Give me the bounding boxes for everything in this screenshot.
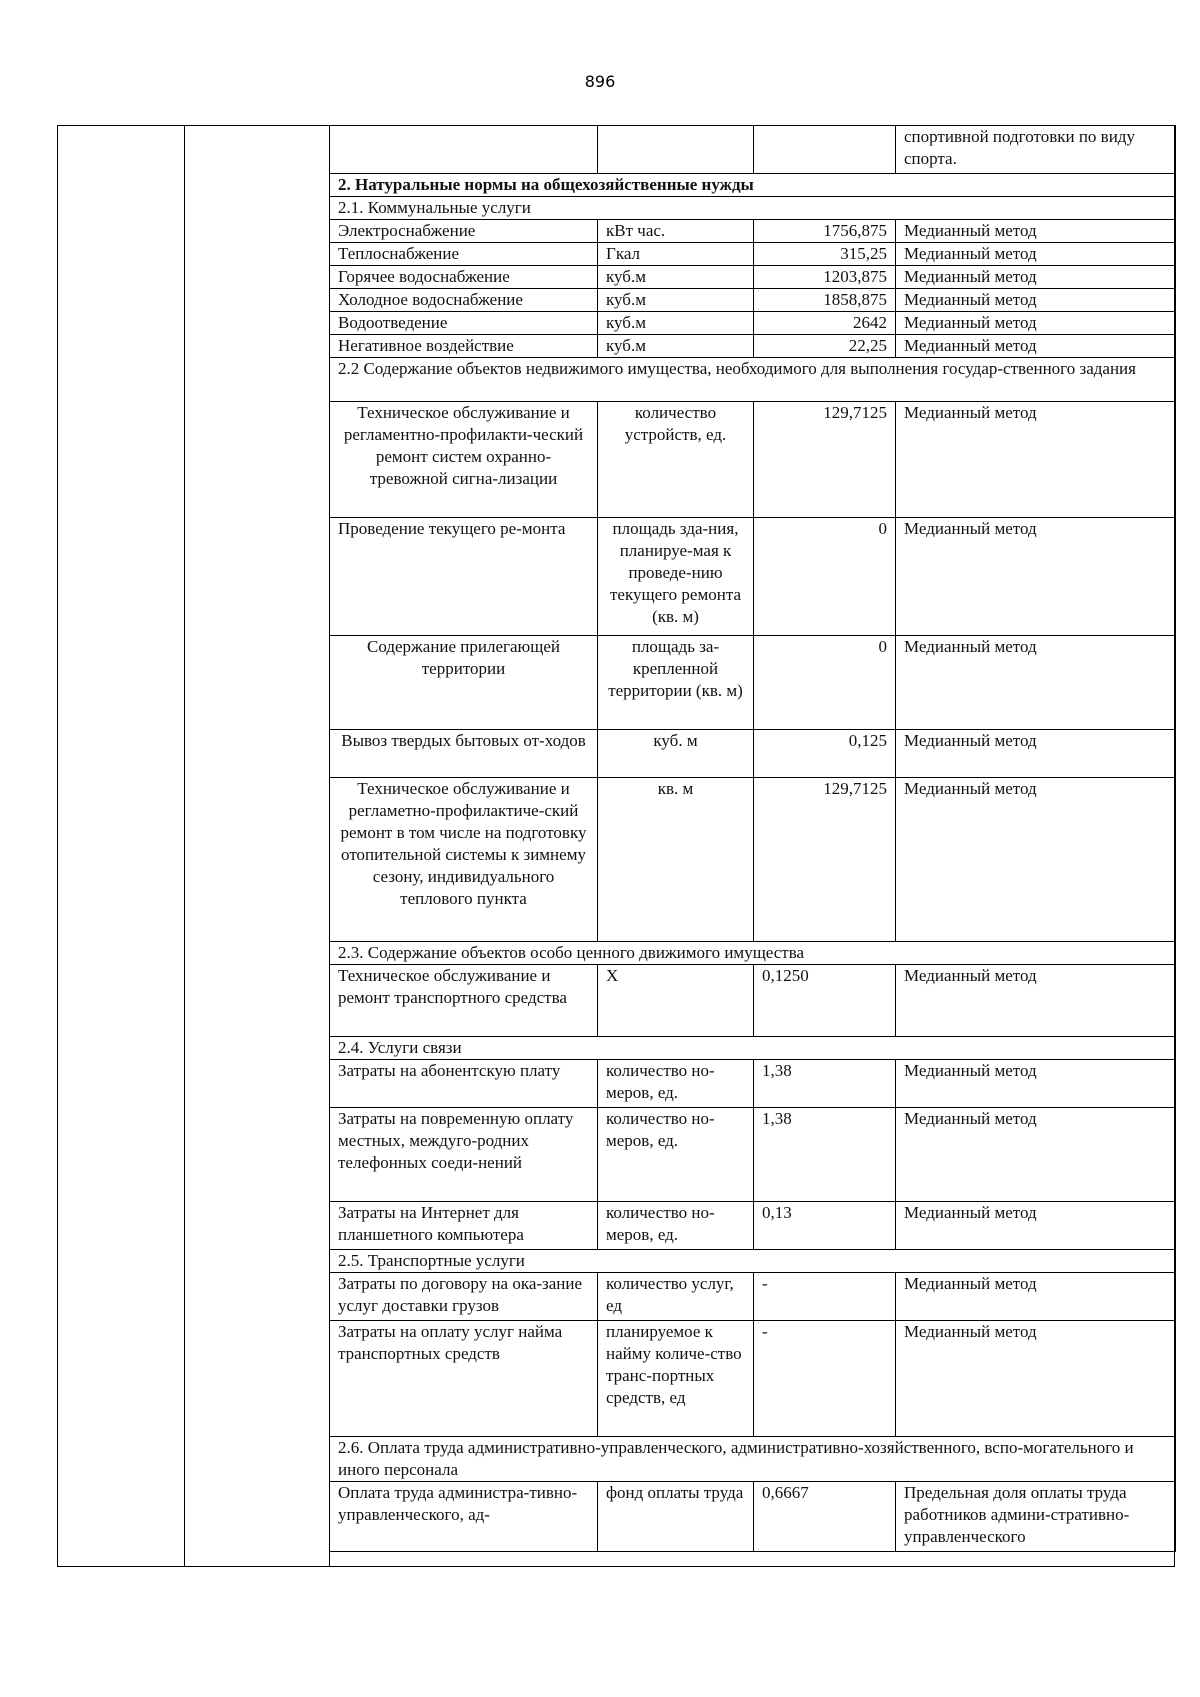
value-cell: 0 [754, 518, 896, 636]
name-cell: Затраты на абонентскую плату [330, 1060, 598, 1108]
value-cell: 129,7125 [754, 402, 896, 518]
name-cell: Техническое обслуживание и регламетно-профилактиче-ский ремонт в том числе на подготовку отопительной системы к зимнему сезону, индивидуального теплового пункта [330, 778, 598, 942]
value-cell: 22,25 [754, 335, 896, 358]
unit-cell: количество но-меров, ед. [598, 1060, 754, 1108]
value-cell: 0,1250 [754, 965, 896, 1037]
table-row [330, 1060, 1176, 1108]
name-cell: Оплата труда администра-тивно-управленческого, ад- [330, 1482, 598, 1552]
method-cell: Медианный метод [896, 730, 1176, 778]
method-cell: Медианный метод [896, 220, 1176, 243]
unit-cell: Гкал [598, 243, 754, 266]
table-row [330, 1482, 1176, 1552]
unit-cell: количество устройств, ед. [598, 402, 754, 518]
name-cell: Теплоснабжение [330, 243, 598, 266]
value-cell: 1203,875 [754, 266, 896, 289]
unit-cell: кв. м [598, 778, 754, 942]
name-cell: Электроснабжение [330, 220, 598, 243]
name-cell: Затраты на оплату услуг найма транспортных средств [330, 1321, 598, 1437]
subsection-row [330, 1437, 1176, 1482]
subsection-title: 2.4. Услуги связи [330, 1037, 1176, 1060]
unit-cell: количество но-меров, ед. [598, 1108, 754, 1202]
method-cell: Медианный метод [896, 312, 1176, 335]
name-cell: Вывоз твердых бытовых от-ходов [330, 730, 598, 778]
unit-cell: количество услуг, ед [598, 1273, 754, 1321]
name-cell: Затраты по договору на ока-зание услуг доставки грузов [330, 1273, 598, 1321]
value-cell: 1858,875 [754, 289, 896, 312]
table-row [330, 965, 1176, 1037]
method-cell: Медианный метод [896, 1108, 1176, 1202]
table-row [330, 518, 1176, 636]
unit-cell: количество но-меров, ед. [598, 1202, 754, 1250]
value-cell: - [754, 1273, 896, 1321]
method-cell: Медианный метод [896, 636, 1176, 730]
table-row [330, 312, 1176, 335]
table-row [330, 778, 1176, 942]
method-cell: Медианный метод [896, 402, 1176, 518]
unit-cell: площадь зда-ния, планируе-мая к проведе-нию текущего ремонта (кв. м) [598, 518, 754, 636]
name-cell: Техническое обслуживание и регламентно-профилакти-ческий ремонт систем охранно-тревожной сигна-лизации [330, 402, 598, 518]
subsection-row [330, 942, 1176, 965]
name-cell: Горячее водоснабжение [330, 266, 598, 289]
name-cell: Содержание прилегающей территории [330, 636, 598, 730]
subsection-row [330, 1250, 1176, 1273]
section-title: 2. Натуральные нормы на общехозяйственные нужды [330, 174, 1176, 197]
subsection-row [330, 1037, 1176, 1060]
method-cell: Предельная доля оплаты труда работников админи-стративно-управленческого [896, 1482, 1176, 1552]
value-cell: - [754, 1321, 896, 1437]
subsection-row [330, 358, 1176, 402]
method-cell: спортивной подготовки по виду спорта. [896, 126, 1176, 174]
table-row [330, 266, 1176, 289]
method-cell: Медианный метод [896, 518, 1176, 636]
method-cell: Медианный метод [896, 243, 1176, 266]
table-row [330, 1321, 1176, 1437]
section-heading-row [330, 174, 1176, 197]
method-cell: Медианный метод [896, 965, 1176, 1037]
page-number: 896 [584, 72, 616, 91]
unit-cell: планируемое к найму количе-ство транс-портных средств, ед [598, 1321, 754, 1437]
value-cell: 129,7125 [754, 778, 896, 942]
unit-cell: куб.м [598, 312, 754, 335]
value-cell: 0 [754, 636, 896, 730]
name-cell: Водоотведение [330, 312, 598, 335]
value-cell: 1756,875 [754, 220, 896, 243]
name-cell: Холодное водоснабжение [330, 289, 598, 312]
subsection-title: 2.6. Оплата труда административно-управленческого, административно-хозяйственного, вспо-могательного и иного персонала [330, 1437, 1176, 1482]
subsection-title: 2.1. Коммунальные услуги [330, 197, 1176, 220]
subsection-title: 2.5. Транспортные услуги [330, 1250, 1176, 1273]
table-row [330, 220, 1176, 243]
subsection-row [330, 197, 1176, 220]
unit-cell: куб.м [598, 335, 754, 358]
unit-cell: фонд оплаты труда [598, 1482, 754, 1552]
method-cell: Медианный метод [896, 778, 1176, 942]
name-cell: Негативное воздействие [330, 335, 598, 358]
method-cell: Медианный метод [896, 335, 1176, 358]
table-row [330, 243, 1176, 266]
unit-cell: куб.м [598, 266, 754, 289]
method-cell: Медианный метод [896, 266, 1176, 289]
name-cell: Техническое обслуживание и ремонт транспортного средства [330, 965, 598, 1037]
method-cell: Медианный метод [896, 289, 1176, 312]
table-row [330, 1202, 1176, 1250]
method-cell: Медианный метод [896, 1273, 1176, 1321]
unit-cell: куб. м [598, 730, 754, 778]
value-cell: 0,13 [754, 1202, 896, 1250]
method-cell: Медианный метод [896, 1060, 1176, 1108]
method-cell: Медианный метод [896, 1202, 1176, 1250]
subsection-title: 2.2 Содержание объектов недвижимого имущества, необходимого для выполнения государ-ственного задания [330, 358, 1176, 402]
table-row [330, 636, 1176, 730]
norms-table [329, 125, 1176, 1552]
table-row [330, 289, 1176, 312]
name-cell: Затраты на повременную оплату местных, междуго-родних телефонных соеди-нений [330, 1108, 598, 1202]
value-cell: 0,125 [754, 730, 896, 778]
name-cell: Затраты на Интернет для планшетного компьютера [330, 1202, 598, 1250]
table-row [330, 1108, 1176, 1202]
value-cell: 0,6667 [754, 1482, 896, 1552]
method-cell: Медианный метод [896, 1321, 1176, 1437]
unit-cell: куб.м [598, 289, 754, 312]
value-cell: 1,38 [754, 1108, 896, 1202]
table-row [330, 335, 1176, 358]
table-row [330, 126, 1176, 174]
table-row [330, 730, 1176, 778]
subsection-title: 2.3. Содержание объектов особо ценного движимого имущества [330, 942, 1176, 965]
value-cell: 2642 [754, 312, 896, 335]
table-row [330, 1273, 1176, 1321]
column-divider-1 [184, 125, 185, 1567]
value-cell: 315,25 [754, 243, 896, 266]
name-cell: Проведение текущего ре-монта [330, 518, 598, 636]
value-cell: 1,38 [754, 1060, 896, 1108]
unit-cell: кВт час. [598, 220, 754, 243]
unit-cell: площадь за-крепленной территории (кв. м) [598, 636, 754, 730]
unit-cell: X [598, 965, 754, 1037]
table-row [330, 402, 1176, 518]
